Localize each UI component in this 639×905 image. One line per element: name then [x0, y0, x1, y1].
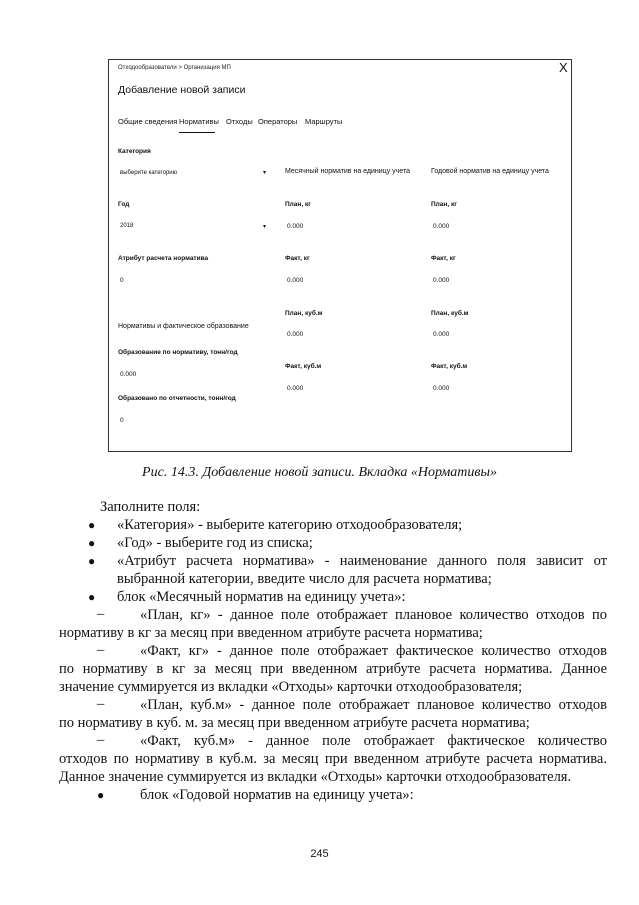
list-item-attribute-line2: выбранной категории, введите число для расчета норматива; — [117, 571, 492, 587]
fact-kg-month-label: Факт, кг — [285, 255, 310, 262]
yearly-norm-header: Годовой норматив на единицу учета — [431, 168, 549, 175]
form-title: Добавление новой записи — [118, 84, 246, 96]
fact-m3-month-label: Факт, куб.м — [285, 363, 322, 370]
screenshot-figure — [108, 59, 572, 452]
tab-general[interactable]: Общие сведения — [118, 117, 178, 126]
fact-kg-year-label: Факт, кг — [431, 255, 456, 262]
tab-norms[interactable]: Нормативы — [179, 117, 219, 126]
plan-kg-month-label: План, кг — [285, 201, 311, 208]
list-item-year: «Год» - выберите год из списка; — [117, 535, 313, 551]
fact-kg-year-input[interactable]: 0.000 — [433, 277, 450, 284]
formed-norm-input[interactable]: 0.000 — [120, 371, 137, 378]
dash-icon: – — [97, 696, 105, 712]
fact-kg-desc-line1: «Факт, кг» - данное поле отображает фактическое количество отходов — [140, 643, 607, 659]
close-icon[interactable]: X — [559, 60, 568, 75]
fact-m3-year-label: Факт, куб.м — [431, 363, 468, 370]
dash-icon: – — [97, 732, 105, 748]
attribute-input[interactable]: 0 — [120, 277, 124, 284]
fact-m3-year-input[interactable]: 0.000 — [433, 385, 450, 392]
monthly-norm-header: Месячный норматив на единицу учета — [285, 168, 410, 175]
formed-norm-label: Образование по нормативу, тонн/год — [118, 349, 238, 356]
list-item-attribute-line1: «Атрибут расчета норматива» - наименование данного поля зависит от — [117, 553, 607, 569]
norms-section-title: Нормативы и фактическое образование — [118, 323, 249, 330]
intro-text: Заполните поля: — [100, 499, 201, 515]
list-item-category: «Категория» - выберите категорию отходообразователя; — [117, 517, 463, 533]
bullet-icon: ● — [88, 536, 96, 550]
bullet-icon: ● — [97, 788, 105, 802]
category-label: Категория — [118, 148, 151, 155]
fact-kg-desc-line3: значение суммируется из вкладки «Отходы» карточки отходообразователя; — [59, 679, 523, 695]
fact-m3-desc-line2: отходов по нормативу в куб.м. за месяц при введенном атрибуте расчета норматива. — [59, 751, 607, 767]
plan-kg-desc-line2: нормативу в кг за месяц при введенном атрибуте расчета норматива; — [59, 625, 483, 641]
bullet-icon: ● — [88, 518, 96, 532]
list-item-yearly-block: блок «Годовой норматив на единицу учета»: — [140, 787, 414, 803]
dash-icon: – — [97, 606, 105, 622]
bullet-icon: ● — [88, 554, 96, 568]
plan-m3-month-label: План, куб.м — [285, 310, 323, 317]
year-select[interactable]: 2018 — [120, 223, 134, 229]
tab-waste[interactable]: Отходы — [226, 117, 253, 126]
bullet-icon: ● — [88, 590, 96, 604]
fact-m3-desc-line1: «Факт, куб.м» - данное поле отображает фактическое количество — [140, 733, 607, 749]
category-select[interactable]: выберите категорию — [120, 170, 178, 176]
tab-operators[interactable]: Операторы — [258, 117, 298, 126]
plan-kg-month-input[interactable]: 0.000 — [287, 223, 304, 230]
category-dropdown-arrow-icon[interactable]: ▾ — [263, 170, 267, 176]
attribute-label: Атрибут расчета норматива — [118, 255, 209, 262]
dash-icon: – — [97, 642, 105, 658]
plan-kg-year-label: План, кг — [431, 201, 457, 208]
formed-report-label: Образовано по отчетности, тонн/год — [118, 395, 236, 402]
year-label: Год — [118, 201, 130, 208]
plan-m3-month-input[interactable]: 0.000 — [287, 331, 304, 338]
fact-kg-desc-line2: по нормативу в кг за месяц при введенном атрибуте расчета норматива. Данное — [59, 661, 607, 677]
year-dropdown-arrow-icon[interactable]: ▾ — [263, 224, 267, 230]
plan-kg-year-input[interactable]: 0.000 — [433, 223, 450, 230]
plan-kg-desc-line1: «План, кг» - данное поле отображает плановое количество отходов по — [140, 607, 607, 623]
fact-m3-month-input[interactable]: 0.000 — [287, 385, 304, 392]
list-item-monthly-block: блок «Месячный норматив на единицу учета»: — [117, 589, 406, 605]
plan-m3-desc-line1: «План, куб.м» - данное поле отображает плановое количество отходов — [140, 697, 607, 713]
fact-m3-desc-line3: Данное значение суммируется из вкладки «Отходы» карточки отходообразователя. — [59, 769, 572, 785]
active-tab-indicator — [179, 132, 215, 133]
plan-m3-year-input[interactable]: 0.000 — [433, 331, 450, 338]
plan-m3-desc-line2: по нормативу в куб. м. за месяц при введенном атрибуте расчета норматива; — [59, 715, 530, 731]
fact-kg-month-input[interactable]: 0.000 — [287, 277, 304, 284]
formed-report-input[interactable]: 0 — [120, 417, 124, 424]
breadcrumb[interactable]: Отходообразователи > Организация МП — [118, 65, 231, 71]
plan-m3-year-label: План, куб.м — [431, 310, 469, 317]
figure-caption: Рис. 14.3. Добавление новой записи. Вкладка «Нормативы» — [142, 465, 497, 480]
tab-routes[interactable]: Маршруты — [305, 117, 343, 126]
page-number: 245 — [310, 848, 329, 860]
